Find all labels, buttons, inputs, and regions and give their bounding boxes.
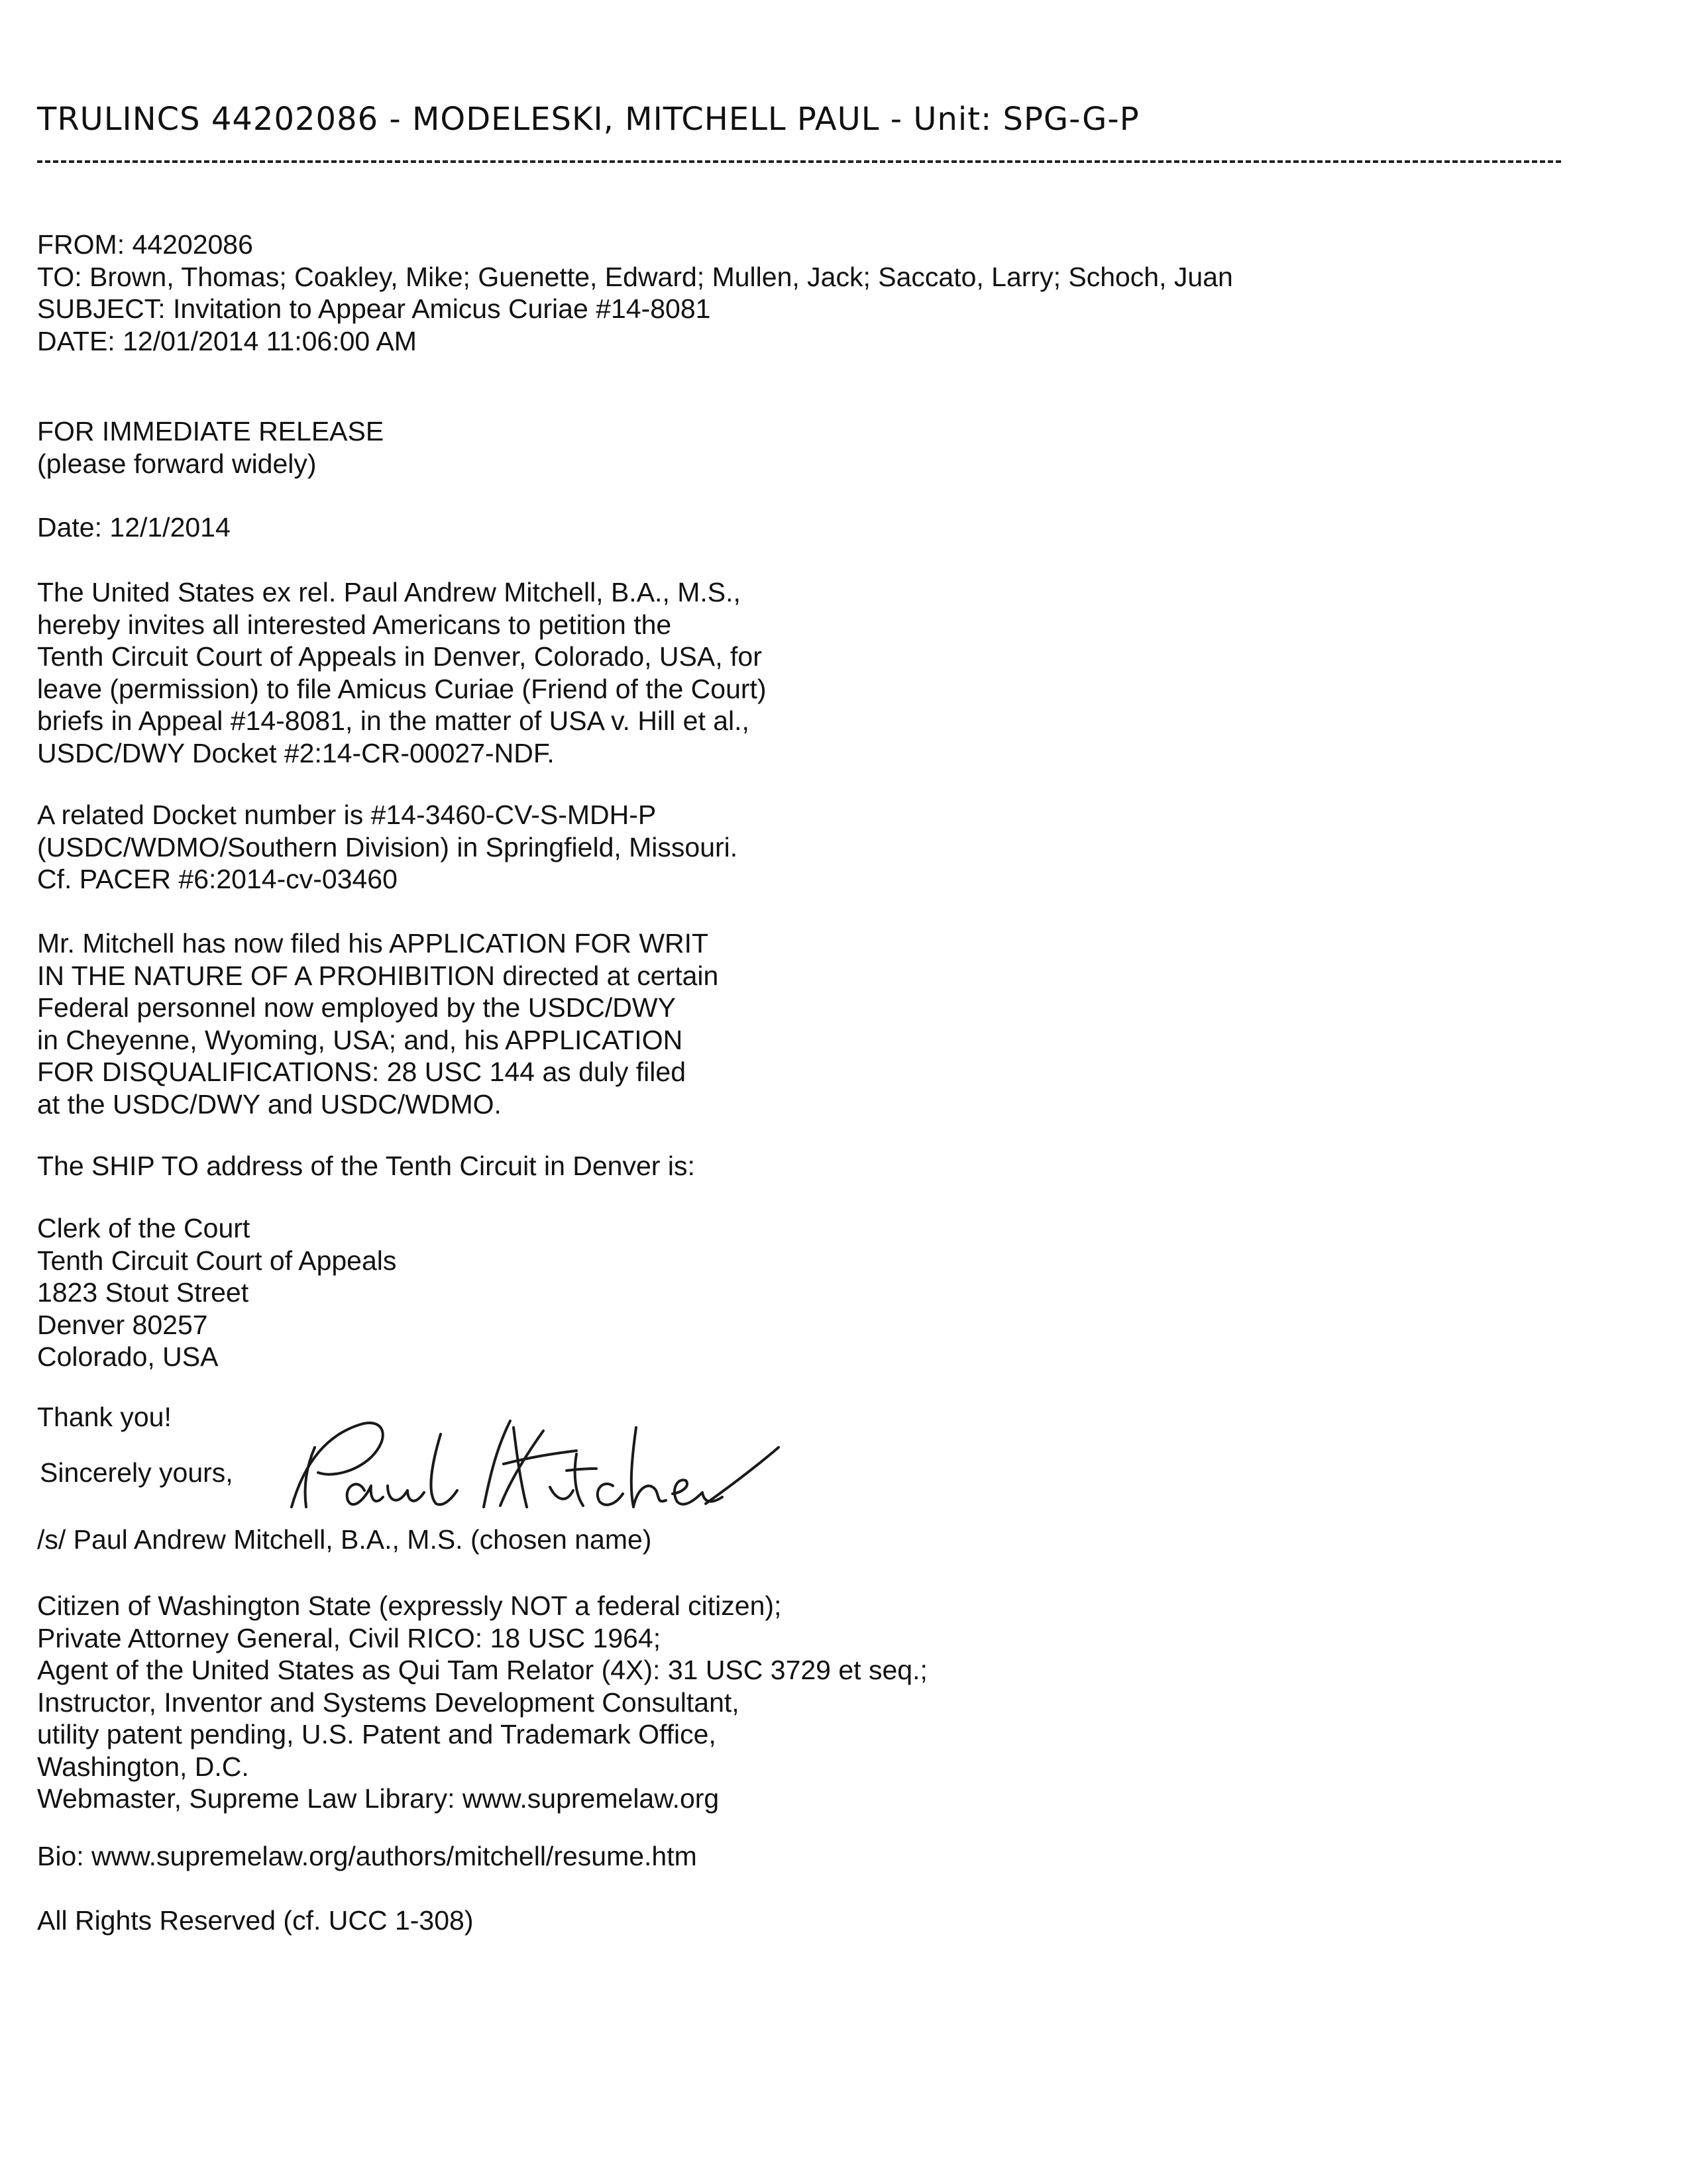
credential-line: utility patent pending, U.S. Patent and Trademark Office,: [37, 1719, 716, 1749]
trulincs-header: TRULINCS 44202086 - MODELESKI, MITCHELL PAUL - Unit: SPG-G-P: [37, 101, 1140, 138]
credential-line: Private Attorney General, Civil RICO: 18 USC 1964;: [37, 1622, 661, 1653]
address-line: Tenth Circuit Court of Appeals: [37, 1245, 397, 1276]
release-subheading: (please forward widely): [37, 448, 317, 479]
message-meta: [37, 229, 1233, 357]
from-line: FROM: 44202086: [37, 229, 253, 260]
paragraph-line: (USDC/WDMO/Southern Division) in Springfield, Missouri.: [37, 831, 738, 862]
credential-line: Citizen of Washington State (expressly NOT a federal citizen);: [37, 1590, 782, 1621]
paragraph-line: Federal personnel now employed by the USDC/DWY: [37, 992, 676, 1023]
release-notice: [37, 415, 384, 480]
rights-reserved: All Rights Reserved (cf. UCC 1-308): [37, 1905, 474, 1936]
credential-line: Webmaster, Supreme Law Library: www.supremelaw.org: [37, 1783, 720, 1814]
address-line: Denver 80257: [37, 1309, 208, 1340]
thank-you: Thank you!: [37, 1402, 172, 1432]
credential-line: Agent of the United States as Qui Tam Relator (4X): 31 USC 3729 et seq.;: [37, 1655, 928, 1685]
credential-line: Instructor, Inventor and Systems Development Consultant,: [37, 1687, 739, 1718]
date-meta-line: DATE: 12/01/2014 11:06:00 AM: [37, 325, 417, 356]
mailing-address: [37, 1212, 396, 1373]
paragraph-line: Cf. PACER #6:2014-cv-03460: [37, 864, 398, 894]
paragraph-related-docket: [37, 799, 737, 896]
address-line: Colorado, USA: [37, 1341, 219, 1372]
paragraph-invitation: [37, 576, 767, 769]
paragraph-line: leave (permission) to file Amicus Curiae (Friend of the Court): [37, 673, 767, 704]
paragraph-line: Tenth Circuit Court of Appeals in Denver, Colorado, USA, for: [37, 641, 762, 672]
release-heading: FOR IMMEDIATE RELEASE: [37, 416, 384, 446]
paragraph-line: Mr. Mitchell has now filed his APPLICATION FOR WRIT: [37, 928, 709, 959]
subject-line: SUBJECT: Invitation to Appear Amicus Curiae #14-8081: [37, 293, 711, 324]
handwritten-signature: [265, 1408, 782, 1530]
paragraph-line: FOR DISQUALIFICATIONS: 28 USC 144 as duly filed: [37, 1057, 686, 1087]
credential-line: Washington, D.C.: [37, 1751, 249, 1782]
closing-salutation: Sincerely yours,: [40, 1457, 233, 1488]
typed-signature: /s/ Paul Andrew Mitchell, B.A., M.S. (chosen name): [37, 1524, 652, 1555]
paragraph-line: hereby invites all interested Americans to petition the: [37, 609, 672, 640]
paragraph-line: at the USDC/DWY and USDC/WDMO.: [37, 1088, 502, 1119]
paragraph-line: IN THE NATURE OF A PROHIBITION directed at certain: [37, 960, 719, 991]
paragraph-line: A related Docket number is #14-3460-CV-S-MDH-P: [37, 800, 657, 830]
date-line: Date: 12/1/2014: [37, 512, 231, 543]
credentials: [37, 1590, 928, 1815]
dashed-divider: [37, 160, 1561, 163]
ship-to-intro: The SHIP TO address of the Tenth Circuit in Denver is:: [37, 1151, 695, 1181]
paragraph-line: in Cheyenne, Wyoming, USA; and, his APPLICATION: [37, 1024, 683, 1055]
paragraph-line: USDC/DWY Docket #2:14-CR-00027-NDF.: [37, 737, 555, 768]
to-line: TO: Brown, Thomas; Coakley, Mike; Guenette, Edward; Mullen, Jack; Saccato, Larry; Schoch, Juan: [37, 261, 1233, 292]
paragraph-application: [37, 927, 718, 1120]
address-line: Clerk of the Court: [37, 1213, 250, 1243]
paragraph-line: The United States ex rel. Paul Andrew Mitchell, B.A., M.S.,: [37, 577, 741, 607]
bio-link: Bio: www.supremelaw.org/authors/mitchell/resume.htm: [37, 1841, 697, 1871]
paragraph-line: briefs in Appeal #14-8081, in the matter of USA v. Hill et al.,: [37, 705, 749, 736]
address-line: 1823 Stout Street: [37, 1277, 249, 1308]
